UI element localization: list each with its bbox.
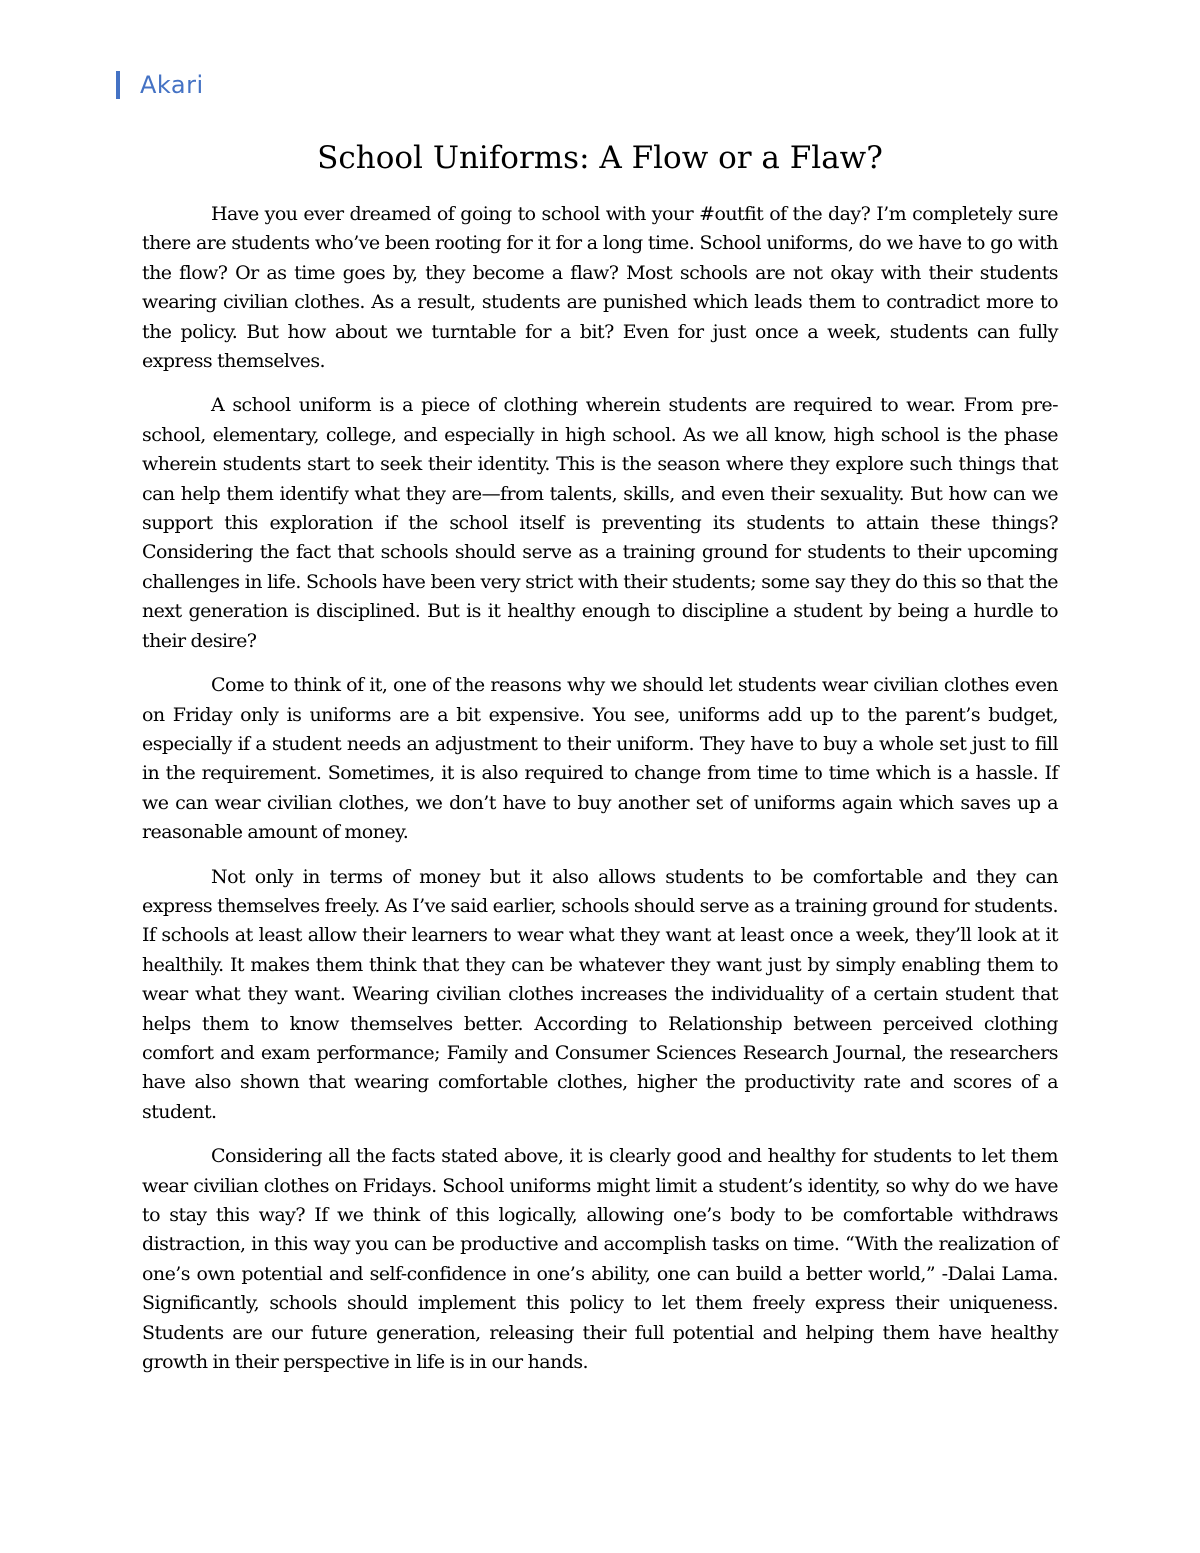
paragraph-3: Come to think of it, one of the reasons why we should let students wear civilian clothes even on Friday only is uniforms are a bit expensive. You see, uniforms add up to the parent’s budget, especially if a student needs an adjustment to their uniform. They have to buy a whole set just to fill in the requirement. Sometimes, it is also required to change from time to time which is a hassle. If we can wear civilian clothes, we don’t have to buy another set of uniforms again which saves up a reasonable amount of money. [142, 674, 1058, 844]
paragraph-1: Have you ever dreamed of going to school with your #outfit of the day? I’m completely sure there are students who’ve been rooting for it for a long time. School uniforms, do we have to go with the flow? Or as time goes by, they become a flaw? Most schools are not okay with their students wearing civilian clothes. As a result, students are punished which leads them to contradict more to the policy. But how about we turntable for a bit? Even for just once a week, students can fully express themselves. [142, 203, 1058, 373]
paragraph-4: Not only in terms of money but it also allows students to be comfortable and they can express themselves freely. As I’ve said earlier, schools should serve as a training ground for students. If schools at least allow their learners to wear what they want at least once a week, they’ll look at it healthily. It makes them think that they can be whatever they want just by simply enabling them to wear what they want. Wearing civilian clothes increases the individuality of a certain student that helps them to know themselves better. According to Relationship between perceived clothing comfort and exam performance; Family and Consumer Sciences Research Journal, the researchers have also shown that wearing comfortable clothes, higher the productivity rate and scores of a student. [142, 865, 1058, 1123]
paragraph-2: A school uniform is a piece of clothing wherein students are required to wear. From pre-school, elementary, college, and especially in high school. As we all know, high school is the phase wherein students start to seek their identity. This is the season where they explore such things that can help them identify what they are—from talents, skills, and even their sexuality. But how can we support this exploration if the school itself is preventing its students to attain these things? Considering the fact that schools should serve as a training ground for students to their upcoming challenges in life. Schools have been very strict with their students; some say they do this so that the next generation is disciplined. But is it healthy enough to discipline a student by being a hurdle to their desire? [142, 394, 1058, 652]
paragraph-5: Considering all the facts stated above, it is clearly good and healthy for students to let them wear civilian clothes on Fridays. School uniforms might limit a student’s identity, so why do we have to stay this way? If we think of this logically, allowing one’s body to be comfortable withdraws distraction, in this way you can be productive and accomplish tasks on time. “With the realization of one’s own potential and self-confidence in one’s ability, one can build a better world,” -Dalai Lama. Significantly, schools should implement this policy to let them freely express their uniqueness. Students are our future generation, releasing their full potential and helping them have healthy growth in their perspective in life is in our hands. [142, 1145, 1058, 1374]
header-accent-bar [116, 71, 120, 99]
document-body [142, 200, 1058, 1392]
page-header [116, 70, 204, 100]
document-title: School Uniforms: A Flow or a Flaw? [317, 140, 883, 176]
author-name: Akari [140, 71, 204, 99]
